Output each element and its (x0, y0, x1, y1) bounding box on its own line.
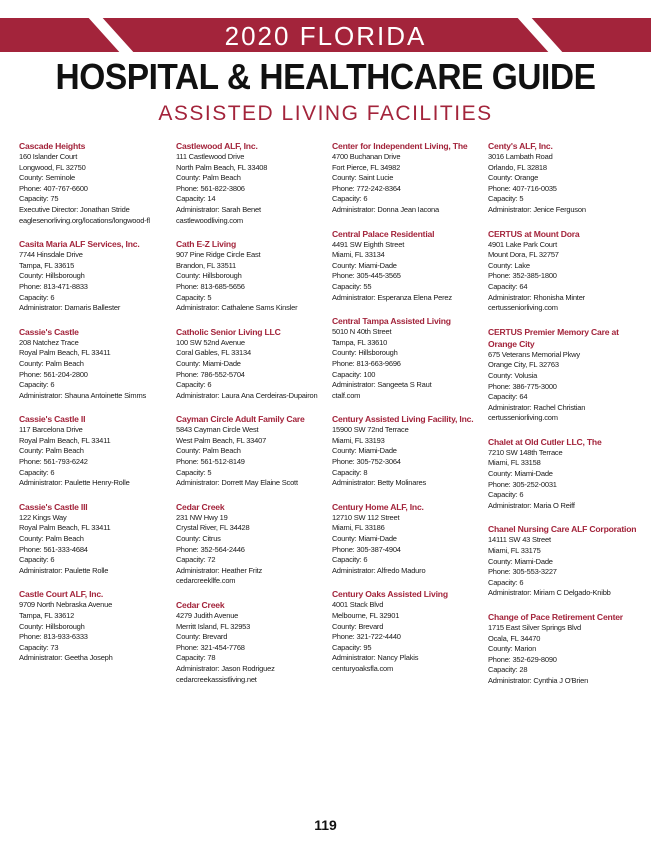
facility-detail-line: Fort Pierce, FL 34982 (332, 162, 401, 172)
facility-detail-line: 12710 SW 112 Street (332, 512, 400, 522)
facility-listing (488, 436, 638, 512)
facility-detail-line: 208 Natchez Trace (19, 337, 79, 347)
facility-listing (332, 315, 482, 401)
facility-detail-line: Ocala, FL 34470 (488, 633, 541, 643)
facility-detail-line: Capacity: 5 (176, 467, 212, 477)
facility-detail-line: Administrator: Jason Rodriguez (176, 663, 275, 673)
facility-detail-line: 675 Veterans Memorial Pkwy (488, 349, 580, 359)
facility-detail-line: Royal Palm Beach, FL 33411 (19, 348, 111, 358)
facility-name: Cedar Creek (176, 600, 225, 610)
facility-detail-line: Administrator: Alfredo Maduro (332, 565, 426, 575)
facility-detail-line: Phone: 786-552-5704 (176, 369, 245, 379)
facility-listing (19, 501, 169, 577)
facility-detail-line: certusseniorliving.com (488, 303, 558, 313)
facility-detail-line: Capacity: 6 (488, 490, 524, 500)
facility-detail-line: 4700 Buchanan Drive (332, 152, 401, 161)
facility-name: Cassie's Castle II (19, 414, 86, 425)
facility-name: Century Assisted Living Facility, Inc. (332, 414, 474, 425)
facility-listing (176, 599, 326, 685)
facility-detail-line: 5010 N 40th Street (332, 327, 392, 337)
facility-name: Change of Pace Retirement Center (488, 612, 623, 622)
facility-detail-line: Capacity: 6 (488, 577, 524, 587)
facility-detail-line: 111 Castlewood Drive (176, 152, 245, 161)
facility-listing (488, 523, 638, 599)
facility-detail-line: Capacity: 6 (332, 555, 368, 565)
facility-listing (176, 326, 326, 402)
facility-detail-line: 4901 Lake Park Court (488, 239, 557, 249)
facility-detail-line: County: Miami-Dade (488, 556, 553, 566)
facility-detail-line: Tampa, FL 33610 (332, 337, 388, 347)
facility-detail-line: 9709 North Nebraska Avenue (19, 600, 113, 610)
facility-detail-line: Phone: 305-752-3064 (332, 457, 401, 467)
facility-detail-line: Capacity: 75 (19, 194, 59, 204)
facility-detail-line: Capacity: 100 (332, 369, 376, 379)
facility-listing (332, 413, 482, 489)
facility-listing (176, 140, 326, 226)
facility-name: Center for Independent Living, The (332, 141, 468, 151)
facility-detail-line: Capacity: 6 (19, 555, 55, 565)
facility-detail-line: 7744 Hinsdale Drive (19, 250, 83, 260)
facility-name: Cassie's Castle III (19, 501, 88, 512)
facility-detail-line: County: Hillsborough (176, 271, 242, 281)
facility-detail-line: Capacity: 6 (19, 380, 55, 390)
facility-detail-line: Longwood, FL 32750 (19, 162, 86, 172)
listing-column-4 (488, 140, 638, 699)
facility-detail-line: Phone: 561-333-4684 (19, 544, 88, 554)
facility-detail-line: County: Marion (488, 644, 537, 654)
facility-detail-line: County: Brevard (176, 632, 228, 642)
facility-detail-line: Capacity: 78 (176, 653, 216, 663)
facility-detail-line: Administrator: Shauna Antoinette Simms (19, 390, 147, 400)
facility-detail-line: Phone: 813-471-8833 (19, 281, 88, 291)
facility-detail-line: cedarcreekllfe.com (176, 576, 236, 586)
facility-detail-line: Capacity: 6 (332, 194, 368, 204)
facility-detail-line: County: Citrus (176, 534, 221, 544)
facility-name: Cath E-Z Living (176, 239, 237, 250)
facility-detail-line: Brandon, FL 33511 (176, 260, 236, 270)
facility-detail-line: Phone: 321-722-4440 (332, 632, 401, 642)
facility-detail-line: certusseniorliving.com (488, 413, 558, 423)
page-title: HOSPITAL & HEALTHCARE GUIDE (55, 56, 596, 97)
facility-detail-line: Capacity: 28 (488, 665, 528, 675)
facility-detail-line: Capacity: 6 (176, 380, 212, 390)
facility-listing (332, 140, 482, 216)
facility-detail-line: centuryoaksfla.com (332, 663, 394, 673)
facility-name: CERTUS at Mount Dora (488, 228, 580, 239)
facility-detail-line: Phone: 386-775-3000 (488, 381, 557, 391)
facility-detail-line: County: Miami-Dade (332, 534, 397, 544)
facility-detail-line: Administrator: Paulette Rolle (19, 565, 109, 575)
facility-detail-line: Administrator: Geetha Joseph (19, 653, 113, 663)
facility-detail-line: Royal Palm Beach, FL 33411 (19, 523, 111, 533)
facility-detail-line: Executive Director: Jonathan Stride (19, 204, 130, 214)
facility-detail-line: Administrator: Rhonisha Minter (488, 292, 585, 302)
facility-detail-line: County: Hillsborough (19, 271, 85, 281)
facility-detail-line: Administrator: Dorrett May Elaine Scott (176, 478, 298, 488)
facility-detail-line: Tampa, FL 33615 (19, 260, 75, 270)
facility-detail-line: Administrator: Maria O Reiff (488, 500, 575, 510)
facility-name: Central Tampa Assisted Living (332, 316, 451, 327)
facility-detail-line: Phone: 561-204-2800 (19, 369, 88, 379)
facility-detail-line: 4279 Judith Avenue (176, 611, 239, 620)
facility-detail-line: County: Miami-Dade (176, 358, 241, 368)
facility-detail-line: 100 SW 52nd Avenue (176, 337, 245, 347)
facility-detail-line: Phone: 352-629-8090 (488, 654, 557, 664)
facility-detail-line: Miami, FL 33186 (332, 523, 385, 533)
facility-listing (488, 326, 638, 424)
facility-detail-line: County: Volusia (488, 370, 538, 380)
listing-column-2 (176, 140, 326, 697)
facility-name: Castle Court ALF, Inc. (19, 589, 104, 600)
facility-detail-line: 907 Pine Ridge Circle East (176, 250, 261, 260)
listing-column-1 (19, 140, 169, 676)
facility-detail-line: 14111 SW 43 Street (488, 535, 551, 545)
facility-detail-line: Phone: 407-716-0035 (488, 183, 557, 193)
facility-detail-line: Capacity: 6 (19, 292, 55, 302)
facility-detail-line: Phone: 305-387-4904 (332, 544, 401, 554)
facility-detail-line: County: Palm Beach (19, 358, 84, 368)
facility-detail-line: Capacity: 5 (176, 292, 212, 302)
facility-detail-line: Administrator: Rachel Christian (488, 402, 586, 412)
facility-detail-line: Administrator: Miriam C Delgado-Knibb (488, 588, 611, 598)
facility-detail-line: Tampa, FL 33612 (19, 611, 75, 620)
facility-detail-line: Phone: 561-822-3806 (176, 183, 245, 193)
facility-listing (19, 413, 169, 489)
facility-detail-line: Phone: 352-385-1800 (488, 271, 557, 281)
facility-listing (176, 501, 326, 587)
facility-detail-line: 117 Barcelona Drive (19, 425, 83, 435)
facility-detail-line: 7210 SW 148th Terrace (488, 447, 563, 457)
facility-name: Century Oaks Assisted Living (332, 589, 448, 600)
facility-detail-line: 160 Islander Court (19, 152, 78, 161)
facility-detail-line: ctalf.com (332, 390, 361, 400)
facility-detail-line: 5843 Cayman Circle West (176, 425, 259, 435)
facility-listing (176, 238, 326, 314)
facility-detail-line: Coral Gables, FL 33134 (176, 348, 251, 358)
facility-detail-line: 3016 Lambath Road (488, 152, 553, 161)
facility-detail-line: Mount Dora, FL 32757 (488, 250, 559, 260)
facility-listing (332, 588, 482, 674)
facility-detail-line: Administrator: Jenice Ferguson (488, 204, 586, 214)
facility-detail-line: Administrator: Cynthia J O'Brien (488, 675, 589, 685)
facility-detail-line: Phone: 305-445-3565 (332, 271, 401, 281)
facility-detail-line: County: Saint Lucie (332, 173, 394, 183)
facility-detail-line: Phone: 561-793-6242 (19, 457, 88, 467)
facility-listing (176, 413, 326, 489)
facility-name: Casita Maria ALF Services, Inc. (19, 239, 140, 250)
facility-detail-line: Orange City, FL 32763 (488, 360, 559, 370)
facility-detail-line: Miami, FL 33134 (332, 250, 385, 260)
facility-detail-line: 4491 SW Eighth Street (332, 239, 405, 249)
facility-detail-line: Capacity: 64 (488, 281, 528, 291)
facility-detail-line: County: Hillsborough (332, 348, 398, 358)
facility-detail-line: Capacity: 73 (19, 642, 59, 652)
facility-listing (19, 326, 169, 402)
section-subtitle: ASSISTED LIVING FACILITIES (158, 102, 493, 125)
facility-detail-line: County: Seminole (19, 173, 75, 183)
header-banner (0, 18, 651, 52)
facility-detail-line: Capacity: 55 (332, 281, 372, 291)
facility-detail-line: Crystal River, FL 34428 (176, 523, 250, 533)
facility-detail-line: Capacity: 72 (176, 555, 216, 565)
facility-name: Castlewood ALF, Inc. (176, 141, 258, 151)
facility-detail-line: Capacity: 6 (19, 467, 55, 477)
facility-detail-line: Capacity: 64 (488, 392, 528, 402)
facility-detail-line: Phone: 772-242-8364 (332, 183, 401, 193)
facility-detail-line: 4001 Stack Blvd (332, 600, 384, 610)
facility-name: CERTUS Premier Memory Care at Orange City (488, 326, 619, 349)
facility-detail-line: Administrator: Nancy Plakis (332, 653, 419, 663)
facility-detail-line: eaglesenorliving.org/locations/longwood-fl (19, 215, 150, 225)
facility-detail-line: Administrator: Betty Molinares (332, 478, 427, 488)
page-number: 119 (314, 817, 337, 833)
facility-detail-line: Phone: 813-663-9696 (332, 358, 401, 368)
facility-name: Chanel Nursing Care ALF Corporation (488, 524, 637, 535)
facility-detail-line: Orlando, FL 32818 (488, 162, 547, 172)
facility-detail-line: Capacity: 8 (332, 467, 368, 477)
facility-detail-line: Phone: 321-454-7768 (176, 642, 245, 652)
facility-listing (488, 140, 638, 216)
facility-name: Central Palace Residential (332, 228, 435, 239)
facility-listing (19, 140, 169, 226)
facility-detail-line: County: Lake (488, 260, 530, 270)
facility-detail-line: County: Orange (488, 173, 539, 183)
facility-detail-line: Miami, FL 33175 (488, 546, 541, 556)
facility-detail-line: Administrator: Damaris Ballester (19, 303, 121, 313)
facility-detail-line: Miami, FL 33193 (332, 435, 385, 445)
facility-listing (332, 501, 482, 577)
facility-detail-line: Melbourne, FL 32901 (332, 611, 400, 620)
facility-detail-line: Merritt Island, FL 32953 (176, 621, 251, 631)
facility-detail-line: Administrator: Sangeeta S Raut (332, 380, 432, 390)
listing-column-3 (332, 140, 482, 687)
facility-detail-line: North Palm Beach, FL 33408 (176, 162, 268, 172)
facility-detail-line: Capacity: 95 (332, 642, 372, 652)
facility-detail-line: 1715 East Silver Springs Blvd (488, 623, 582, 632)
facility-detail-line: 231 NW Hwy 19 (176, 512, 228, 522)
banner-title: 2020 FLORIDA (224, 21, 427, 51)
facility-listing (19, 238, 169, 314)
facility-detail-line: Royal Palm Beach, FL 33411 (19, 435, 111, 445)
facility-detail-line: Administrator: Cathalene Sams Kinsler (176, 303, 298, 313)
facility-detail-line: County: Miami-Dade (488, 469, 553, 479)
facility-name: Century Home ALF, Inc. (332, 501, 424, 512)
facility-name: Cayman Circle Adult Family Care (176, 414, 305, 425)
facility-detail-line: Administrator: Paulette Henry-Rolle (19, 478, 130, 488)
facility-listing (332, 228, 482, 304)
facility-detail-line: County: Hillsborough (19, 621, 85, 631)
facility-detail-line: 122 Kings Way (19, 512, 67, 522)
facility-detail-line: cedarcreekassistliving.net (176, 674, 257, 684)
facility-listing (19, 588, 169, 664)
facility-detail-line: castlewoodliving.com (176, 215, 243, 225)
facility-detail-line: Capacity: 5 (488, 194, 524, 204)
facility-detail-line: Miami, FL 33158 (488, 458, 541, 468)
facility-detail-line: County: Palm Beach (19, 446, 84, 456)
facility-detail-line: County: Palm Beach (176, 446, 241, 456)
facility-listing (488, 611, 638, 687)
facility-name: Cassie's Castle (19, 326, 79, 337)
facility-detail-line: County: Palm Beach (176, 173, 241, 183)
facility-name: Cascade Heights (19, 141, 86, 151)
facility-detail-line: County: Brevard (332, 621, 384, 631)
facility-detail-line: Administrator: Sarah Benet (176, 204, 261, 214)
facility-detail-line: Capacity: 14 (176, 194, 216, 204)
facility-detail-line: Phone: 305-553-3227 (488, 567, 557, 577)
facility-detail-line: Phone: 813-933-6333 (19, 632, 88, 642)
facility-detail-line: Administrator: Esperanza Elena Perez (332, 292, 452, 302)
facility-detail-line: Phone: 407-767-6600 (19, 183, 88, 193)
facility-detail-line: Phone: 561-512-8149 (176, 457, 245, 467)
facility-name: Cedar Creek (176, 501, 225, 512)
facility-detail-line: Phone: 305-252-0031 (488, 479, 557, 489)
facility-detail-line: County: Miami-Dade (332, 446, 397, 456)
facility-name: Centy's ALF, Inc. (488, 141, 553, 151)
facility-detail-line: Phone: 352-564-2446 (176, 544, 245, 554)
facility-detail-line: West Palm Beach, FL 33407 (176, 435, 267, 445)
facility-listing (488, 228, 638, 314)
facility-detail-line: Phone: 813-685-5656 (176, 281, 245, 291)
facility-detail-line: County: Miami-Dade (332, 260, 397, 270)
facility-detail-line: Administrator: Laura Ana Cerdeiras-Dupairon (176, 390, 318, 400)
facility-detail-line: Administrator: Heather Fritz (176, 565, 263, 575)
facility-detail-line: Administrator: Donna Jean Iacona (332, 204, 439, 214)
facility-name: Catholic Senior Living LLC (176, 326, 281, 337)
facility-detail-line: 15900 SW 72nd Terrace (332, 425, 409, 435)
facility-detail-line: County: Palm Beach (19, 534, 84, 544)
facility-name: Chalet at Old Cutler LLC, The (488, 436, 602, 447)
